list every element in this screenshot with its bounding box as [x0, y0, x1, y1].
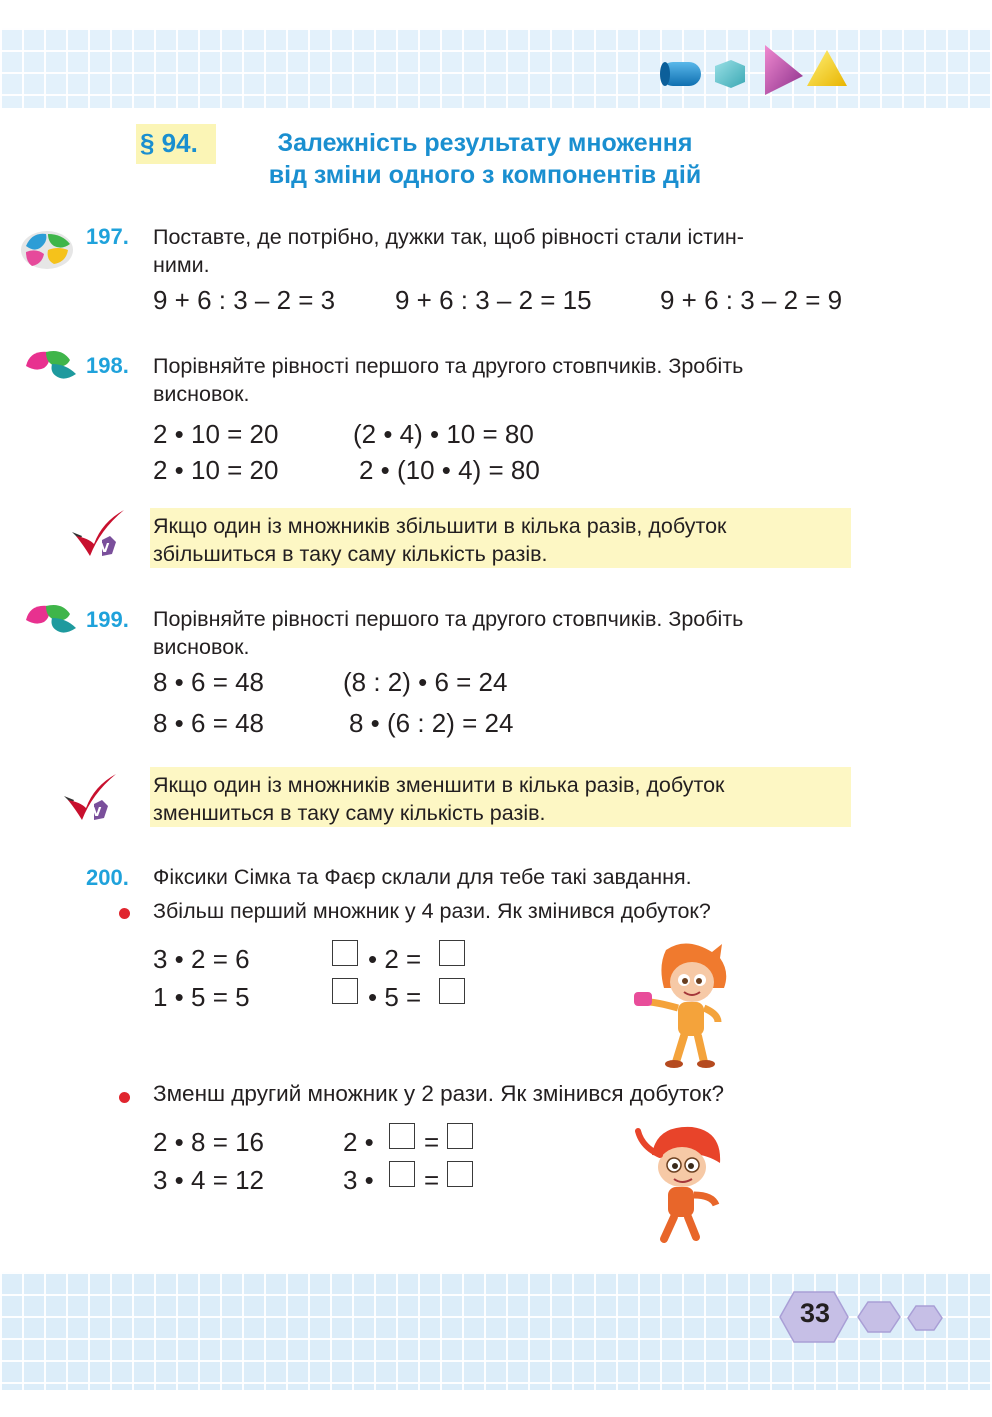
exercise-198-col2-row2: 2 • (10 • 4) = 80 [359, 455, 540, 485]
answer-box[interactable] [389, 1123, 415, 1149]
task1-blank2-mid: • 5 = [368, 982, 422, 1012]
task1-eq1: 3 • 2 = 6 [153, 944, 250, 974]
exercise-197-equation-2: 9 + 6 : 3 – 2 = 15 [395, 285, 592, 315]
exercise-198-text-line1: Порівняйте рівності першого та другого стовпчиків. Зробіть [153, 354, 744, 378]
simka-character-illustration [628, 940, 738, 1070]
exercise-197-text-line1: Поставте, де потрібно, дужки так, щоб рівності стали істин- [153, 225, 744, 249]
answer-box[interactable] [447, 1161, 473, 1187]
exercise-199-col2-row1: (8 : 2) • 6 = 24 [343, 667, 508, 697]
task2-equals-2: = [424, 1165, 440, 1195]
task2-eq1: 2 • 8 = 16 [153, 1127, 265, 1157]
bullet-icon [119, 1092, 130, 1103]
rule-199-line1: Якщо один із множників зменшити в кілька разів, добуток [153, 773, 725, 797]
section-title-line2: від зміни одного з компонентів дій [268, 161, 702, 189]
answer-box[interactable] [332, 978, 358, 1004]
rule-199-line2: зменшиться в таку саму кількість разів. [153, 801, 546, 825]
task1-text: Збільш перший множник у 4 рази. Як змінився добуток? [153, 899, 711, 923]
checkmark-rule-icon [58, 770, 122, 826]
rule-198-line2: збільшиться в таку саму кількість разів. [153, 542, 548, 566]
fayer-character-illustration [630, 1125, 730, 1245]
rule-198-line1: Якщо один із множників збільшити в кілька разів, добуток [153, 514, 727, 538]
answer-box[interactable] [439, 940, 465, 966]
checkmark-rule-icon [66, 506, 130, 562]
page-number: 33 [799, 1298, 831, 1328]
task2-eq2: 3 • 4 = 12 [153, 1165, 265, 1195]
exercise-199-text-line1: Порівняйте рівності першого та другого стовпчиків. Зробіть [153, 607, 744, 631]
exercise-199-number: 199. [86, 607, 129, 632]
exercise-200-number: 200. [86, 865, 129, 890]
geometric-shapes-icon [655, 40, 855, 100]
exercise-198-col1-row1: 2 • 10 = 20 [153, 419, 279, 449]
answer-box[interactable] [439, 978, 465, 1004]
exercise-197-equation-1: 9 + 6 : 3 – 2 = 3 [153, 285, 336, 315]
exercise-200-intro: Фіксики Сімка та Фаєр склали для тебе такі завдання. [153, 865, 692, 889]
exercise-199-col1-row1: 8 • 6 = 48 [153, 667, 265, 697]
svg-text:V: V [92, 805, 102, 819]
exercise-198-col1-row2: 2 • 10 = 20 [153, 455, 279, 485]
answer-box[interactable] [332, 940, 358, 966]
puzzle-pieces-icon [22, 346, 82, 382]
exercise-198-col2-row1: (2 • 4) • 10 = 80 [353, 419, 534, 449]
exercise-198-number: 198. [86, 353, 129, 378]
exercise-199-col1-row2: 8 • 6 = 48 [153, 708, 265, 738]
answer-box[interactable] [389, 1161, 415, 1187]
task2-blank2-prefix: 3 • [343, 1165, 374, 1195]
exercise-199-text-line2: висновок. [153, 635, 250, 659]
task1-blank1-mid: • 2 = [368, 944, 422, 974]
section-title-line1: Залежність результату множення [277, 129, 693, 157]
task2-equals-1: = [424, 1127, 440, 1157]
answer-box[interactable] [447, 1123, 473, 1149]
exercise-199-col2-row2: 8 • (6 : 2) = 24 [349, 708, 514, 738]
task1-eq2: 1 • 5 = 5 [153, 982, 250, 1012]
section-number: § 94. [140, 128, 198, 158]
bullet-icon [119, 908, 130, 919]
puzzle-icon [18, 226, 76, 272]
exercise-197-number: 197. [86, 224, 129, 249]
svg-text:V: V [100, 541, 110, 555]
exercise-198-text-line2: висновок. [153, 382, 250, 406]
exercise-197-text-line2: ними. [153, 253, 210, 277]
task2-blank1-prefix: 2 • [343, 1127, 374, 1157]
exercise-197-equation-3: 9 + 6 : 3 – 2 = 9 [660, 285, 843, 315]
task2-text: Зменш другий множник у 2 рази. Як змінився добуток? [153, 1081, 724, 1106]
puzzle-pieces-icon [22, 600, 82, 636]
